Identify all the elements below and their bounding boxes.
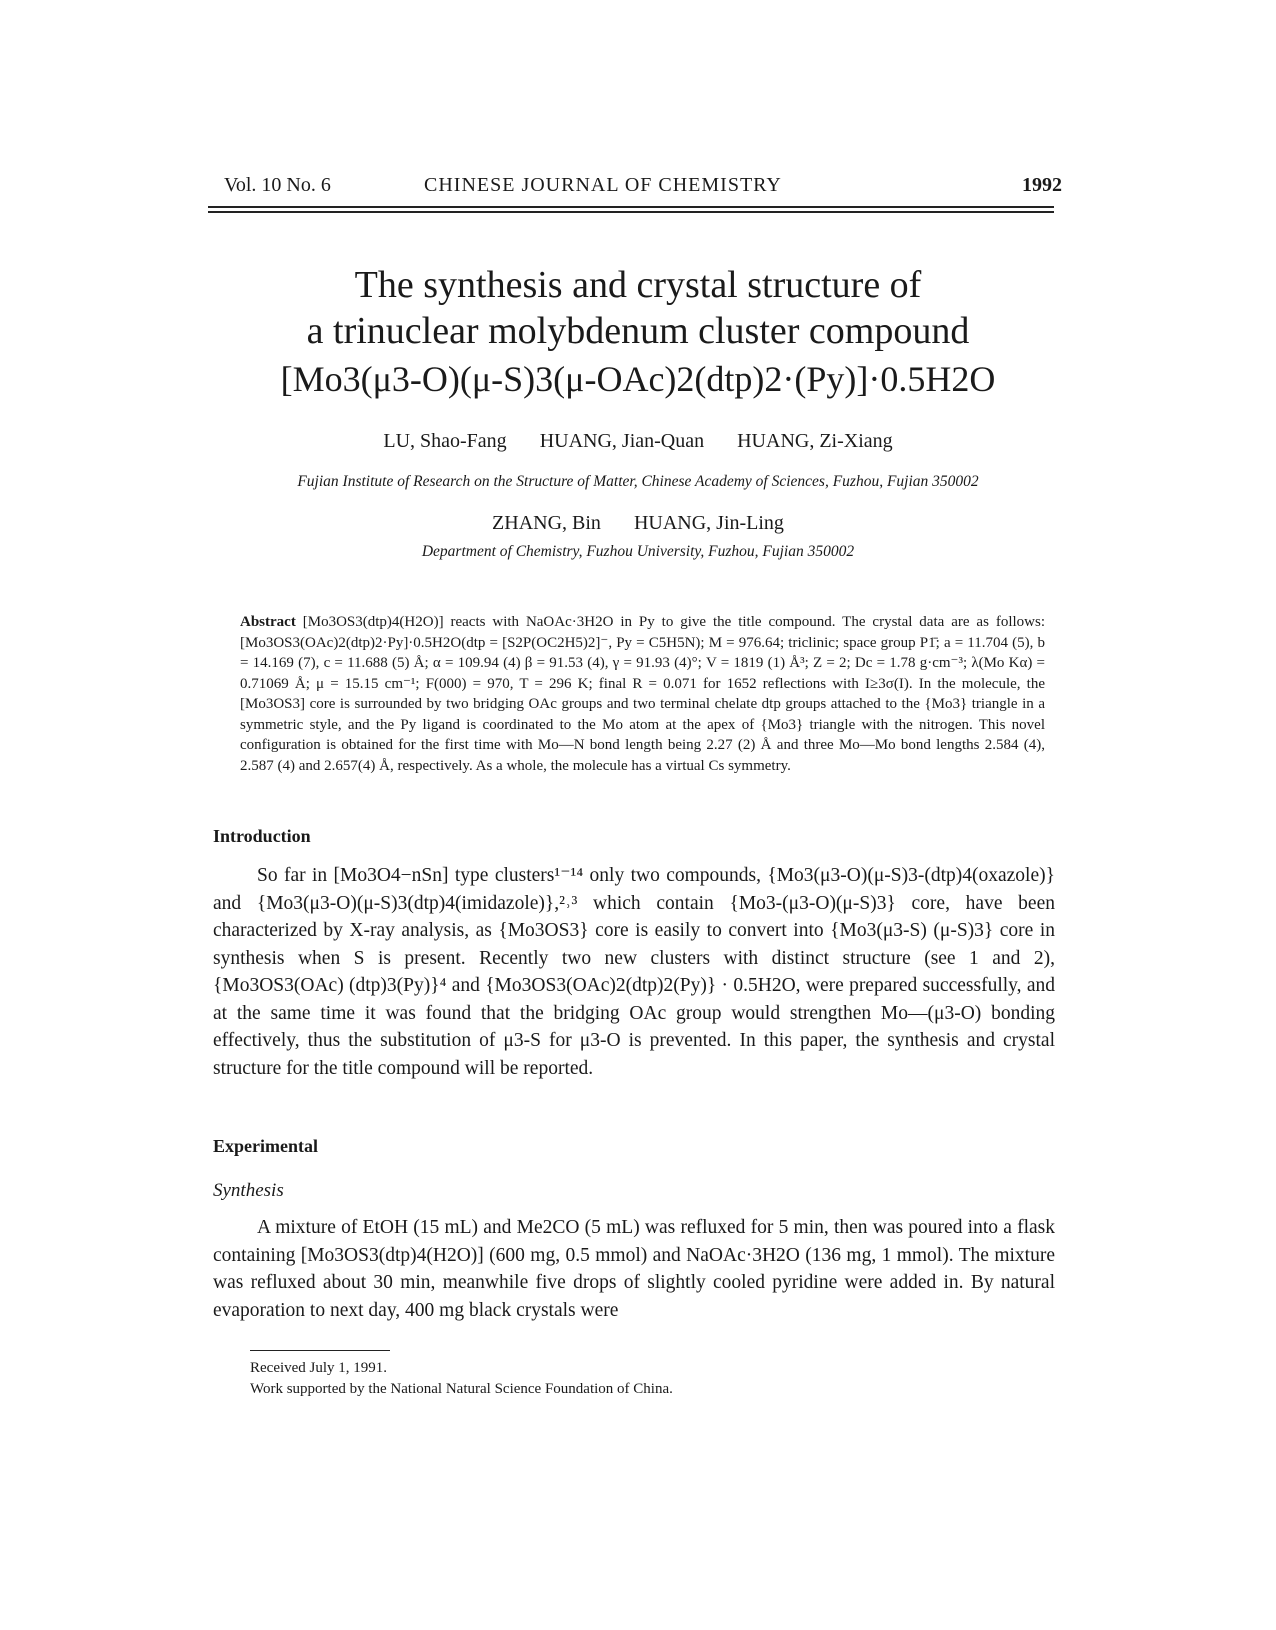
title-line-1: The synthesis and crystal structure of [354,264,922,306]
author-list-1 [160,430,1116,453]
title-formula: [Mo3(μ3-O)(μ-S)3(μ-OAc)2(dtp)2·(Py)]·0.5H2O [280,359,996,399]
introduction-paragraph: So far in [Mo3O4−nSn] type clusters¹⁻¹⁴ only two compounds, {Mo3(μ3-O)(μ-S)3-(dtp)4(oxazole)} and {Mo3(μ3-O)(μ-S)3(dtp)4(imidazole)},²˒³ which contain {Mo3-(μ3-O)(μ-S)3} core, have been characterized by X-ray analysis, as {Mo3OS3} core is easily to convert into {Mo3(μ3-S) (μ-S)3} core in synthesis when S is present. Recently two new clusters with distinct structure (see 1 and 2), {Mo3OS3(OAc) (dtp)3(Py)}⁴ and {Mo3OS3(OAc)2(dtp)2(Py)} · 0.5H2O, were prepared successfully, and at the same time it was found that the bridging OAc group would strengthen Mo—(μ3-O) bonding effectively, thus the substitution of μ3-S for μ3-O is prevented. In this paper, the synthesis and crystal structure for the title compound will be reported. [213,865,1055,1079]
title-line-2: a trinuclear molybdenum cluster compound [306,310,970,352]
introduction-body [213,862,1055,1082]
author-name: LU, Shao-Fang [383,430,507,452]
volume-label: Vol. 10 No. 6 [224,174,331,196]
journal-name: CHINESE JOURNAL OF CHEMISTRY [424,174,782,196]
synthesis-paragraph: A mixture of EtOH (15 mL) and Me2CO (5 mL) was refluxed for 5 min, then was poured into a flask containing [Mo3OS3(dtp)4(H2O)] (600 mg, 0.5 mmol) and NaOAc·3H2O (136 mg, 1 mmol). The mixture was refluxed about 30 min, meanwhile five drops of slightly cooled pyridine were added in. By natural evaporation to next day, 400 mg black crystals were [213,1217,1055,1321]
experimental-body [213,1214,1055,1324]
abstract [240,612,1045,776]
received-note: Received July 1, 1991. [250,1360,388,1376]
abstract-text: [Mo3OS3(dtp)4(H2O)] reacts with NaOAc·3H2O in Py to give the title compound. The crystal data are as follows: [Mo3OS3(OAc)2(dtp)2·Py]·0.5H2O(dtp = [S2P(OC2H5)2]⁻, Py = C5H5N); M = 976.64; triclinic; space group P1̄; a = 11.704 (5), b = 14.169 (7), c = 11.688 (5) Å; α = 109.94 (4) β = 91.53 (4), γ = 91.93 (4)°; V = 1819 (1) Å³; Z = 2; Dc = 1.78 g·cm⁻³; λ(Mo Kα) = 0.71069 Å; μ = 15.15 cm⁻¹; F(000) = 970, T = 296 K; final R = 0.071 for 1652 reflections with I≥3σ(I). In the molecule, the [Mo3OS3] core is surrounded by two bridging OAc groups and two terminal chelate dtp groups attached to the {Mo3} triangle in a symmetric style, and the Py ligand is coordinated to the Mo atom at the apex of {Mo3} triangle with the nitrogen. This novel configuration is obtained for the first time with Mo—N bond length being 2.27 (2) Å and three Mo—Mo bond lengths 2.584 (4), 2.587 (4) and 2.657(4) Å, respectively. As a whole, the molecule has a virtual Cs symmetry. [240,614,1046,774]
author-name: HUANG, Jin-Ling [633,512,784,534]
footnote-rule [250,1350,390,1351]
introduction-heading: Introduction [213,826,311,846]
year-label: 1992 [1022,174,1062,196]
experimental-heading: Experimental [213,1136,318,1156]
footnotes [250,1358,673,1400]
funding-note: Work supported by the National Natural Science Foundation of China. [250,1381,673,1397]
affiliation-2: Department of Chemistry, Fuzhou University, Fuzhou, Fujian 350002 [421,543,855,560]
running-header [224,174,1062,204]
header-rule-bottom [208,211,1054,213]
author-name: HUANG, Zi-Xiang [737,430,893,452]
abstract-label: Abstract [240,614,296,630]
author-name: ZHANG, Bin [492,512,601,534]
author-list-2 [160,512,1116,535]
synthesis-subheading: Synthesis [213,1180,284,1201]
author-name: HUANG, Jian-Quan [539,430,705,452]
affiliation-1: Fujian Institute of Research on the Structure of Matter, Chinese Academy of Sciences, Fuzhou, Fujian 350002 [297,473,979,490]
header-rule-top [208,206,1054,208]
